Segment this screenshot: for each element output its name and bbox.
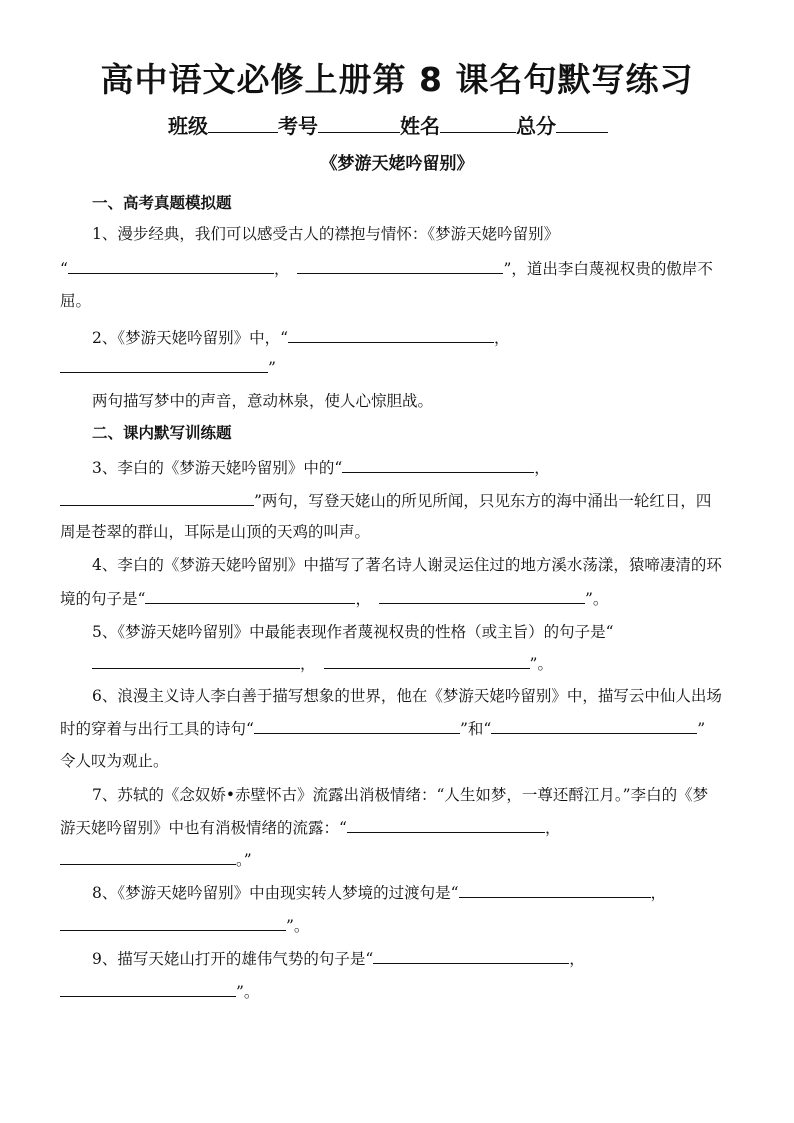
question-1-line-3: 屈。 bbox=[60, 292, 92, 310]
answer-blank[interactable] bbox=[324, 651, 530, 669]
section-heading-2: 二、课内默写训练题 bbox=[92, 423, 232, 442]
question-3-line-2: ”两句，写登天姥山的所见所闻，只见东方的海中涌出一轮红日，四 bbox=[60, 488, 736, 513]
question-5-line-1: 5、《梦游天姥吟留别》中最能表现作者蔑视权贵的性格（或主旨）的句子是“ bbox=[92, 623, 614, 641]
answer-blank[interactable] bbox=[60, 913, 286, 931]
question-4-line-1: 4、李白的《梦游天姥吟留别》中描写了著名诗人谢灵运住过的地方溪水荡漾，猿啼凄清的环 bbox=[92, 556, 722, 574]
answer-blank[interactable] bbox=[60, 847, 236, 865]
score-label: 总分 bbox=[516, 114, 556, 138]
answer-blank[interactable] bbox=[379, 586, 585, 604]
question-5-line-2: ， ”。 bbox=[60, 651, 768, 676]
answer-blank[interactable] bbox=[92, 651, 300, 669]
question-9-line-2: ”。 bbox=[60, 979, 736, 1004]
poem-subtitle: 《梦游天姥吟留别》 bbox=[320, 154, 474, 174]
answer-blank[interactable] bbox=[145, 586, 355, 604]
answer-blank[interactable] bbox=[60, 488, 254, 506]
answer-blank[interactable] bbox=[60, 979, 236, 997]
question-3-line-3: 周是苍翠的群山，耳际是山顶的天鸡的叫声。 bbox=[60, 523, 371, 541]
section-heading-1: 一、高考真题模拟题 bbox=[92, 193, 232, 212]
answer-blank[interactable] bbox=[342, 455, 534, 473]
answer-blank[interactable] bbox=[68, 256, 274, 274]
question-7-line-1: 7、苏轼的《念奴娇•赤壁怀古》流露出消极情绪：“人生如梦，一尊还酹江月。”李白的《梦 bbox=[92, 786, 709, 804]
answer-blank[interactable] bbox=[347, 815, 545, 833]
question-6-line-2: 时的穿着与出行工具的诗句“ ”和“ ” bbox=[60, 716, 736, 741]
answer-blank[interactable] bbox=[491, 716, 697, 734]
number-blank[interactable] bbox=[318, 108, 400, 133]
question-4-line-2: 境的句子是“ ， ”。 bbox=[60, 586, 736, 611]
class-label: 班级 bbox=[168, 114, 208, 138]
answer-blank[interactable] bbox=[373, 946, 569, 964]
question-2-line-3: 两句描写梦中的声音，意动林泉，使人心惊胆战。 bbox=[92, 392, 434, 410]
page-title: 高中语文必修上册第 8 课名句默写练习 bbox=[100, 60, 694, 99]
question-2-line-2: ” bbox=[60, 355, 736, 380]
question-2-line-1: 2、《梦游天姥吟留别》中，“ ， bbox=[60, 325, 768, 350]
name-blank[interactable] bbox=[440, 108, 516, 133]
class-blank[interactable] bbox=[208, 108, 278, 133]
score-blank[interactable] bbox=[556, 108, 608, 133]
question-3-line-1: 3、李白的《梦游天姥吟留别》中的“ ， bbox=[60, 455, 768, 480]
question-8-line-1: 8、《梦游天姥吟留别》中由现实转人梦境的过渡句是“ ， bbox=[60, 880, 768, 905]
answer-blank[interactable] bbox=[254, 716, 460, 734]
question-7-line-2: 游天姥吟留别》中也有消极情绪的流露：“ ， bbox=[60, 815, 736, 840]
answer-blank[interactable] bbox=[459, 880, 651, 898]
question-1-line-1: 1、漫步经典，我们可以感受古人的襟抱与情怀：《梦游天姥吟留别》 bbox=[92, 225, 560, 243]
question-7-line-3: 。” bbox=[60, 847, 736, 872]
question-8-line-2: ”。 bbox=[60, 913, 736, 938]
question-6-line-3: 令人叹为观止。 bbox=[60, 752, 169, 770]
question-6-line-1: 6、浪漫主义诗人李白善于描写想象的世界，他在《梦游天姥吟留别》中，描写云中仙人出场 bbox=[92, 687, 722, 705]
answer-blank[interactable] bbox=[288, 325, 494, 343]
answer-blank[interactable] bbox=[297, 256, 503, 274]
answer-blank[interactable] bbox=[60, 355, 268, 373]
question-9-line-1: 9、描写天姥山打开的雄伟气势的句子是“ ， bbox=[60, 946, 768, 971]
name-label: 姓名 bbox=[400, 114, 440, 138]
question-1-line-2: “ ， ”，道出李白蔑视权贵的傲岸不 bbox=[60, 256, 736, 281]
number-label: 考号 bbox=[278, 114, 318, 138]
student-info-row bbox=[168, 108, 608, 142]
